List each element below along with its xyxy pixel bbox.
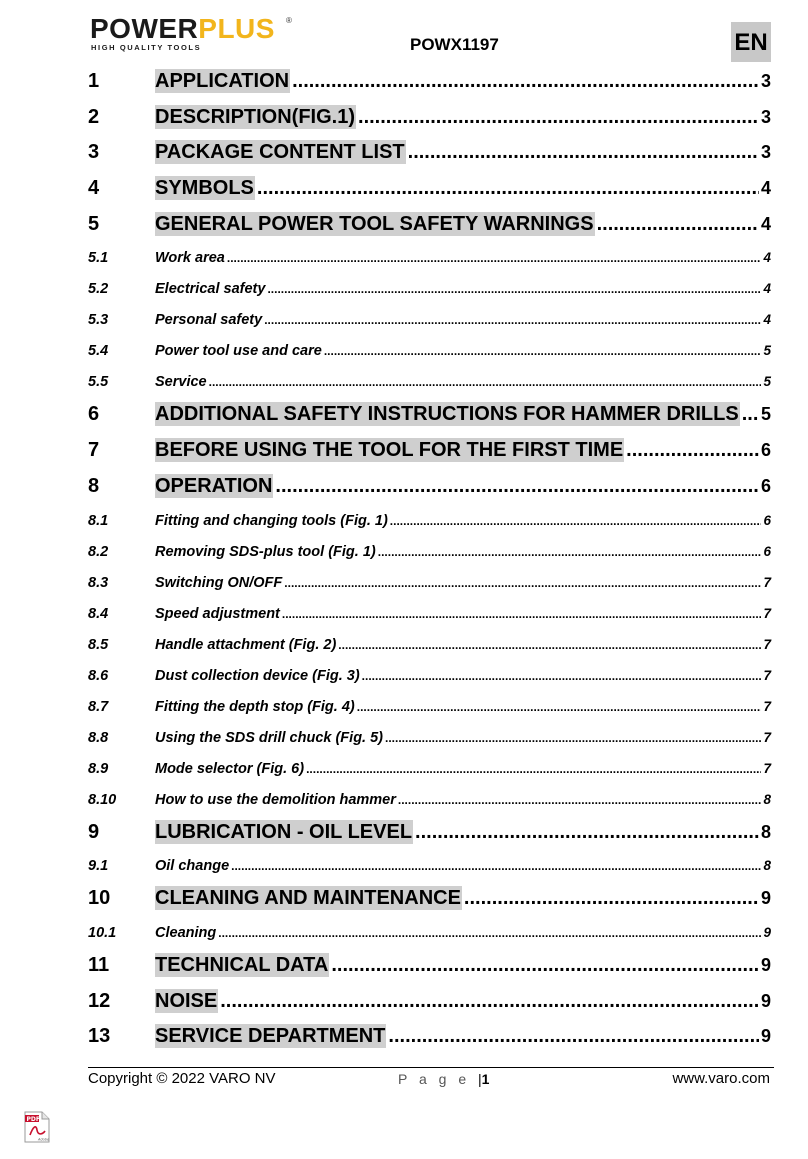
toc-section-entry[interactable] — [88, 536, 771, 567]
page-header — [0, 0, 808, 62]
toc-entry-title: Removing SDS-plus tool (Fig. 1) — [155, 543, 376, 560]
toc-entry-number: 5.1 — [88, 250, 109, 267]
toc-entry-page: 4 — [763, 312, 771, 328]
powerplus-logo — [90, 14, 295, 56]
toc-entry-title: Dust collection device (Fig. 3) — [155, 667, 360, 684]
toc-entry-number: 8.1 — [88, 512, 109, 529]
toc-entry-number: 3 — [88, 141, 100, 164]
toc-dot-leader — [227, 243, 762, 274]
toc-dot-leader — [209, 367, 762, 398]
footer-divider — [88, 1067, 774, 1068]
logo-tagline: HIGH QUALITY TOOLS — [91, 43, 202, 52]
toc-section-entry[interactable] — [88, 629, 771, 660]
toc-dot-leader — [292, 64, 759, 100]
toc-entry-title: BEFORE USING THE TOOL FOR THE FIRST TIME — [155, 439, 624, 462]
toc-entry-page: 7 — [763, 667, 771, 683]
toc-entry-title: Using the SDS drill chuck (Fig. 5) — [155, 729, 383, 746]
toc-entry-title: DESCRIPTION(FIG.1) — [155, 105, 356, 128]
toc-entry-title: Mode selector (Fig. 6) — [155, 760, 305, 777]
toc-dot-leader — [385, 723, 761, 754]
toc-dot-leader — [390, 506, 762, 537]
page-footer — [88, 1070, 770, 1092]
toc-section-entry[interactable] — [88, 753, 771, 784]
toc-entry-page: 4 — [763, 281, 771, 297]
toc-chapter-entry[interactable] — [88, 469, 771, 505]
toc-chapter-entry[interactable] — [88, 948, 771, 984]
toc-entry-page: 5 — [763, 374, 771, 390]
toc-entry-title: Power tool use and care — [155, 343, 322, 360]
toc-section-entry[interactable] — [88, 917, 771, 948]
toc-entry-page: 7 — [763, 760, 771, 776]
toc-dot-leader — [338, 630, 761, 661]
toc-entry-page: 9 — [760, 1026, 771, 1047]
toc-entry-title: Speed adjustment — [155, 605, 280, 622]
toc-chapter-entry[interactable] — [88, 135, 771, 171]
toc-section-entry[interactable] — [88, 242, 771, 273]
toc-entry-title: SERVICE DEPARTMENT — [155, 1025, 386, 1048]
page-number: 1 — [481, 1071, 490, 1087]
toc-entry-page: 8 — [763, 858, 771, 874]
toc-entry-number: 8.6 — [88, 667, 109, 684]
toc-entry-page: 3 — [760, 71, 771, 91]
toc-entry-number: 13 — [88, 1025, 111, 1048]
toc-entry-page: 5 — [760, 404, 771, 425]
toc-entry-title: How to use the demolition hammer — [155, 791, 396, 808]
toc-chapter-entry[interactable] — [88, 984, 771, 1020]
toc-entry-title: CLEANING AND MAINTENANCE — [155, 887, 461, 910]
toc-entry-title: Service — [155, 374, 207, 391]
logo-wordmark — [90, 14, 275, 44]
toc-dot-leader — [398, 785, 762, 816]
toc-section-entry[interactable] — [88, 691, 771, 722]
toc-chapter-entry[interactable] — [88, 100, 771, 136]
toc-entry-page: 6 — [760, 440, 771, 461]
toc-dot-leader — [388, 1019, 759, 1055]
toc-section-entry[interactable] — [88, 273, 771, 304]
toc-entry-page: 4 — [763, 250, 771, 266]
toc-dot-leader — [257, 171, 759, 207]
toc-dot-leader — [358, 100, 759, 136]
toc-entry-number: 8.5 — [88, 636, 109, 653]
toc-dot-leader — [282, 599, 762, 630]
toc-entry-page: 5 — [763, 343, 771, 359]
toc-entry-title: OPERATION — [155, 474, 273, 497]
toc-entry-number: 8.7 — [88, 698, 109, 715]
toc-entry-title: Fitting the depth stop (Fig. 4) — [155, 698, 355, 715]
toc-entry-title: PACKAGE CONTENT LIST — [155, 141, 405, 164]
toc-entry-number: 1 — [88, 70, 100, 92]
toc-dot-leader — [324, 336, 762, 367]
toc-chapter-entry[interactable] — [88, 207, 771, 243]
toc-section-entry[interactable] — [88, 567, 771, 598]
toc-entry-number: 8.2 — [88, 543, 109, 560]
language-badge: EN — [731, 22, 771, 62]
toc-entry-number: 10.1 — [88, 924, 117, 941]
toc-entry-number: 6 — [88, 403, 100, 426]
toc-section-entry[interactable] — [88, 784, 771, 815]
toc-entry-page: 4 — [760, 178, 771, 199]
toc-entry-number: 10 — [88, 887, 111, 910]
toc-dot-leader — [464, 881, 759, 917]
table-of-contents — [88, 64, 771, 1055]
toc-entry-title: Work area — [155, 250, 225, 267]
toc-entry-page: 6 — [763, 543, 771, 559]
toc-entry-page: 8 — [760, 821, 771, 842]
toc-chapter-entry[interactable] — [88, 433, 771, 469]
toc-entry-number: 12 — [88, 989, 111, 1012]
website-link[interactable]: www.varo.com — [672, 1070, 770, 1087]
toc-entry-page: 7 — [763, 698, 771, 714]
toc-dot-leader — [362, 661, 762, 692]
toc-dot-leader — [626, 433, 759, 469]
toc-entry-number: 5.3 — [88, 312, 109, 329]
toc-entry-number: 5 — [88, 212, 100, 235]
page-number-label — [398, 1071, 489, 1087]
toc-entry-page: 7 — [763, 636, 771, 652]
toc-entry-title: GENERAL POWER TOOL SAFETY WARNINGS — [155, 212, 594, 235]
toc-chapter-entry[interactable] — [88, 171, 771, 207]
toc-entry-page: 3 — [760, 106, 771, 127]
toc-entry-title: ADDITIONAL SAFETY INSTRUCTIONS FOR HAMMER DRILLS — [155, 403, 739, 426]
toc-entry-page: 7 — [763, 729, 771, 745]
toc-entry-page: 9 — [763, 924, 771, 940]
registered-mark: ® — [286, 16, 292, 25]
toc-entry-number: 2 — [88, 105, 100, 128]
toc-entry-title: Oil change — [155, 858, 230, 875]
toc-dot-leader — [331, 948, 759, 984]
page-word: P a g e — [398, 1071, 471, 1087]
toc-entry-page: 9 — [760, 888, 771, 909]
toc-entry-page: 9 — [760, 954, 771, 975]
toc-entry-number: 11 — [88, 953, 110, 976]
toc-chapter-entry[interactable] — [88, 397, 771, 433]
toc-entry-page: 7 — [763, 605, 771, 621]
toc-section-entry[interactable] — [88, 366, 771, 397]
toc-dot-leader — [231, 851, 761, 882]
logo-wordmark-plus: PLUS — [198, 13, 275, 44]
toc-dot-leader — [378, 537, 762, 568]
toc-entry-title: Handle attachment (Fig. 2) — [155, 636, 337, 653]
toc-dot-leader — [742, 397, 759, 433]
toc-entry-title: Fitting and changing tools (Fig. 1) — [155, 512, 388, 529]
toc-dot-leader — [267, 274, 761, 305]
toc-entry-number: 5.4 — [88, 343, 109, 360]
toc-entry-title: SYMBOLS — [155, 177, 254, 200]
toc-entry-page: 7 — [763, 574, 771, 590]
toc-entry-page: 4 — [760, 213, 771, 234]
toc-entry-number: 9 — [88, 820, 100, 843]
toc-dot-leader — [218, 918, 761, 949]
toc-dot-leader — [306, 754, 761, 785]
toc-entry-page: 9 — [760, 990, 771, 1011]
toc-section-entry[interactable] — [88, 304, 771, 335]
toc-entry-page: 3 — [760, 142, 771, 163]
toc-section-entry[interactable] — [88, 722, 771, 753]
page-separator: | — [478, 1071, 482, 1087]
toc-chapter-entry[interactable] — [88, 815, 771, 851]
toc-entry-title: NOISE — [155, 989, 218, 1012]
toc-entry-page: 6 — [763, 512, 771, 528]
toc-entry-title: TECHNICAL DATA — [155, 953, 329, 976]
toc-section-entry[interactable] — [88, 598, 771, 629]
toc-entry-number: 8 — [88, 474, 100, 497]
toc-dot-leader — [264, 305, 761, 336]
toc-dot-leader — [415, 815, 759, 851]
model-number: POWX1197 — [410, 35, 499, 54]
toc-entry-number: 8.4 — [88, 605, 109, 622]
toc-section-entry[interactable] — [88, 850, 771, 881]
toc-entry-page: 6 — [760, 475, 771, 496]
toc-entry-title: Cleaning — [155, 924, 217, 941]
toc-dot-leader — [408, 135, 759, 171]
toc-chapter-entry[interactable] — [88, 64, 771, 100]
toc-entry-number: 8.8 — [88, 729, 109, 746]
toc-entry-number: 9.1 — [88, 858, 109, 875]
toc-entry-title: Switching ON/OFF — [155, 574, 283, 591]
toc-section-entry[interactable] — [88, 505, 771, 536]
toc-entry-number: 7 — [88, 439, 100, 462]
copyright-text: Copyright © 2022 VARO NV — [88, 1070, 276, 1087]
toc-chapter-entry[interactable] — [88, 881, 771, 917]
toc-entry-number: 8.10 — [88, 791, 117, 808]
pdf-file-icon — [24, 1111, 50, 1143]
toc-dot-leader — [284, 568, 761, 599]
pdf-icon-label: PDF — [26, 1116, 40, 1123]
pdf-icon-brand: Adobe — [38, 1137, 50, 1142]
toc-entry-title: Personal safety — [155, 312, 263, 329]
toc-section-entry[interactable] — [88, 660, 771, 691]
toc-entry-number: 5.5 — [88, 374, 109, 391]
toc-dot-leader — [220, 984, 759, 1020]
toc-dot-leader — [275, 469, 759, 505]
toc-entry-title: LUBRICATION - OIL LEVEL — [155, 820, 413, 843]
toc-entry-number: 8.3 — [88, 574, 109, 591]
toc-entry-title: Electrical safety — [155, 281, 266, 298]
logo-wordmark-power: POWER — [90, 13, 199, 44]
toc-entry-title: APPLICATION — [155, 70, 290, 92]
toc-section-entry[interactable] — [88, 335, 771, 366]
toc-entry-number: 5.2 — [88, 281, 109, 298]
toc-entry-number: 4 — [88, 177, 100, 200]
toc-entry-number: 8.9 — [88, 760, 109, 777]
toc-dot-leader — [357, 692, 762, 723]
toc-entry-page: 8 — [763, 791, 771, 807]
toc-dot-leader — [597, 207, 759, 243]
toc-chapter-entry[interactable] — [88, 1019, 771, 1055]
